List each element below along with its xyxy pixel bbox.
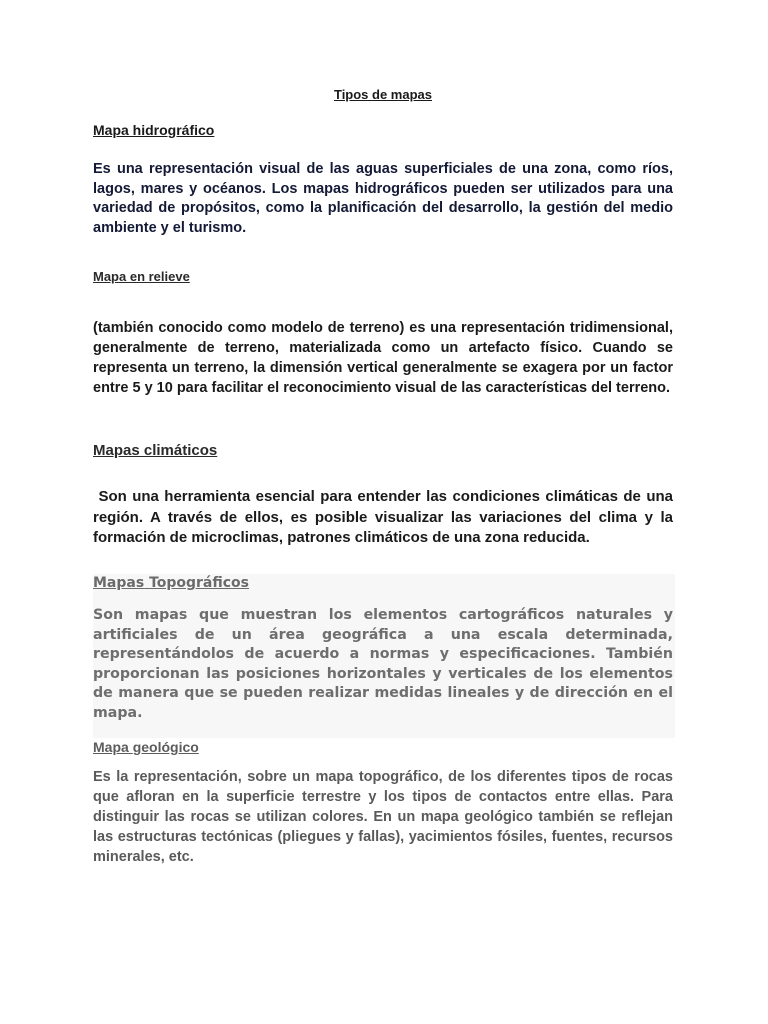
section-heading-topograficos bbox=[93, 575, 249, 591]
heading-part-topograficos: Topográficos bbox=[149, 575, 250, 591]
heading-part-mapa: Mapa bbox=[93, 739, 129, 755]
section-body-climaticos: Son una herramienta esencial para entender las condiciones climáticas de una región. A través de ellos, es posible visualizar las variaciones del clima y la formación de microclimas, patrones climáticos de una zona reducida. bbox=[93, 488, 678, 546]
section-body-geologico: Es la representación, sobre un mapa topográfico, de los diferentes tipos de rocas que afloran en la superficie terrestre y los tipos de contactos entre ellas. Para distinguir las rocas se utilizan colores. En un mapa geológico también se reflejan las estructuras tectónicas (pliegues y fallas), yacimientos fósiles, fuentes, recursos minerales, etc. bbox=[93, 769, 673, 865]
section-heading-relieve: Mapa en relieve bbox=[93, 269, 190, 284]
heading-part-mapas: Mapas bbox=[93, 575, 145, 591]
section-heading-hidrografico: Mapa hidrográfico bbox=[93, 122, 215, 138]
section-body-topograficos: Son mapas que muestran los elementos cartográficos naturales y artificiales de un área geográfica a una escala determinada, representándolos de acuerdo a normas y especificaciones. También proporcionan las posiciones horizontales y verticales de los elementos de manera que se pueden realizar medidas lineales y de dirección en el mapa. bbox=[93, 607, 673, 721]
section-body-relieve: (también conocido como modelo de terreno) es una representación tridimensional, generalmente de terreno, materializada como un artefacto físico. Cuando se representa un terreno, la dimensión vertical generalmente se exagera por un factor entre 5 y 10 para facilitar el reconocimiento visual de las características del terreno. bbox=[93, 320, 673, 396]
heading-part-geologico: geológico bbox=[132, 739, 199, 755]
section-body-hidrografico: Es una representación visual de las aguas superficiales de una zona, como ríos, lagos, mares y océanos. Los mapas hidrográficos pueden ser utilizados para una variedad de propósitos, como la planificación del desarrollo, la gestión del medio ambiente y el turismo. bbox=[93, 161, 673, 236]
section-heading-climaticos: Mapas climáticos bbox=[93, 442, 218, 459]
section-heading-geologico bbox=[93, 739, 199, 755]
document-title: Tipos de mapas bbox=[333, 87, 432, 102]
